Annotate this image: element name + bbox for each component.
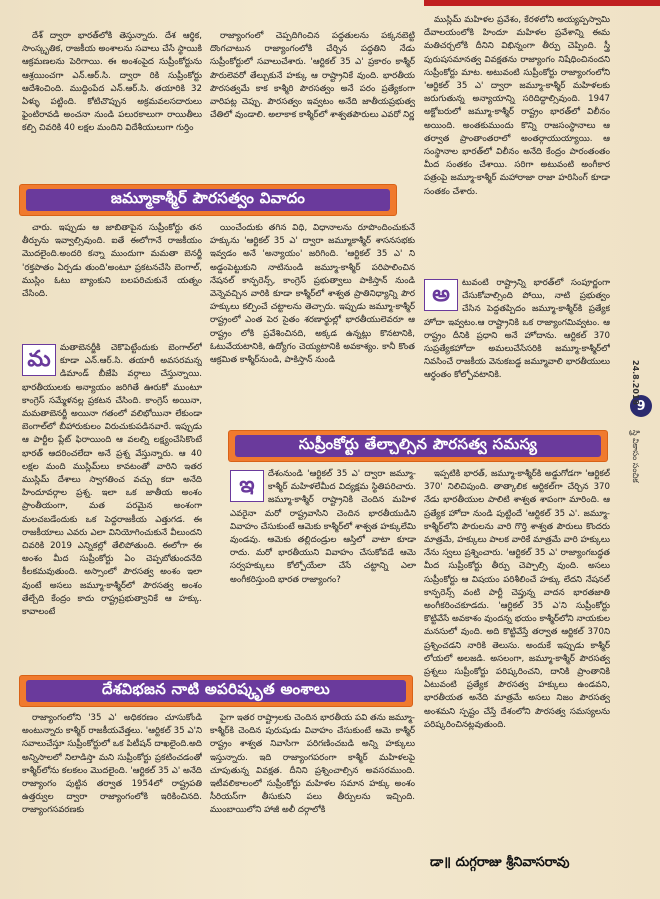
col1-top-text	[22, 30, 202, 182]
heading-banner-2	[229, 431, 607, 461]
author-byline: డా॥ దుగ్గరాజు శ్రీనివాసరావు	[430, 855, 570, 870]
col2-mid-text	[210, 222, 415, 427]
paragraph: చారు. ఇప్పుడు ఆ జాబితాపైన సుప్రీంకోర్టు తన తీర్పును ఇవ్వాల్సివుంది. ఐతే ఈలోగానే రాజకీయం మొదలైంది.అందరి కన్నా ముందుగా మమతా బెనర్జీ 'రక్తపాతం ఏర్పడు తుంది'అంటూ ప్రకటనచేసి బెంగాల్, ముస్లిం ఓటు బ్యాంకుని బలపరిచుకునే యత్నం చేసింది.	[22, 223, 202, 300]
right-margin	[620, 0, 660, 899]
heading-banner-1	[20, 185, 396, 215]
col3-top-text	[424, 14, 610, 274]
paragraph: దేశంనుండి 'ఆర్టికల్ 35 ఎ' ద్వారా జమ్మూ-కాశ్మీర్ మహిళలేమీద విద్యక్షమ స్థితిపరిచారు. జమ్మూ-కాశ్మీర్ రాష్ట్రానికి చెందిన మహిళ ఎవరైనా మరో రాష్ట్రవాసిని చెందిన భారతీయుడిని వివాహం చేసుకుంటే ఆమెకు కాశ్మీర్‌లో శాశ్వత హక్కులేమి వుండవు. ఆమెకు తల్లిదండ్రుల ఆస్తిలో వాటా కూడా రాదు. మరో భారతీయుని వివాహం చేసుకోవడే ఆమె సర్వహక్కులు కోల్పోయేలా చేసే చట్టాన్ని ఎలా అంగీకరిస్తుంది భారత రాజ్యాంగం?	[230, 469, 416, 585]
heading-banner-3	[20, 676, 412, 706]
col2-bottom-text	[210, 712, 415, 887]
side-label: స్త్రీ వికాసం సంచిక	[631, 430, 640, 483]
dropcap: అ	[424, 279, 458, 311]
col1-mid-text	[22, 222, 202, 337]
page-date: 24.8.2018	[631, 360, 640, 406]
section-heading: జమ్మూకాశ్మీర్ పౌరసత్వం వివాదం	[110, 189, 306, 207]
col3-mid-text	[424, 468, 610, 848]
paragraph: ఇప్పటికి భారత్, జమ్మూ-కాశ్మీర్‌కి అడ్డుగోడగా 'ఆర్టికల్ 370' నిలిచిపుంది. తాత్కాలిక ఆర్టికల్‌గా చేర్చిన 370 నేడు భారతీయుల పాలిటి శాశ్వత శాపంగా మారింది. ఆ ప్రత్యేక హోదా నుండి పుట్టిందే 'ఆర్టికల్ 35 ఎ'. జమ్మూ-కాశ్మీర్‌లోని పౌరులను వారి గొర్తి శాశ్వత పౌరులు కొందరు మాత్రమే, హక్కులు పాలక వారికే మాత్రమే వారి హక్కులు నేను స్వలు ప్రశ్నించారు. 'ఆర్టికల్ 35 ఎ' రాజ్యాంగబద్ధత మీద సుప్రీంకోర్టు తీర్పు చెప్పాల్సి వుంది. అసలు సుప్రీంకోర్టు ఆ విషయం పరిశీలించే హక్కు లేదని నేషనల్ కాన్ఫరెన్స్ వంటి పార్టీ చెప్తున్న వాదన భారతజాతి అంగీకరించకూడదు. 'ఆర్టికల్ 35 ఎ'ని సుప్రీంకోర్టు కొట్టివేసే అవకాశం వుందన్న భయం కాశ్మీర్‌లోని నాయకుల మనసులో వుంది. అది కొట్టివేస్తే తర్వాత ఆర్టికల్ 370ని ప్రశ్నించడని నారికి తెలుసు. అందుకే ఇప్పుడు కాశ్మీర్ లోయలో అలజడి. అసలంగా, జమ్మూ-కాశ్మీర్ పౌరసత్వ ప్రశ్నలు సుప్రీంకోర్టు పరిష్కరించని, దానికి ప్రాంతానికి ఏటువంటి ప్రత్యేక పౌరసత్వ హక్కులు ఉండవని, భారతీయత అనేది మాత్రమే అసలు నిజం పౌరసత్వ అంశమని స్పష్టం చేస్తే దేశంలోని పౌరసత్వ సమస్యలను పరిష్కరించినట్లవుతుంది.	[424, 469, 610, 730]
paragraph: పైగా ఇతర రాష్ట్రాలకు చెందిన భారతీయ పవి తను జమ్మూ-కాశ్మీర్‌కి చెందిన పురుషుడు వివాహం చేసుకుంటే ఆమె కాశ్మీర్ రాష్ట్రం శాశ్వత నివాసిగా పరిగణించబడి అన్ని హక్కులు ఇస్తున్నారు. ఇది రాజ్యాంగపరంగా కాశ్మీర్ మహిళలపై చూపుతున్న వివక్షత. దీనిని ప్రశ్నించాల్సిన అవసరముంది. ఇటీవలికాలంలో సుప్రీంకోర్టు మహిళల సమాన హక్కు అంశం సీరియస్‌గా తీసుకుని పలు తీర్పులను ఇచ్చింది. ముంబాయిలోని హాజీ అలీ దర్గాలోకి	[210, 713, 415, 816]
paragraph: రాజ్యాంగంలోని '35 ఎ' అధికరణం చూసుకోండి అంటున్నారు కాశ్మీర్ రాజకీయవేత్తలు. 'ఆర్టికల్ 35 ఎ'ని సవాలుచేస్తూ సుప్రీంకోర్టులో ఒక పిటీషన్ దాఖలైంది.అది అన్నిసాలలో నిలాడిస్తా మని సుప్రీంకోర్టు ప్రకటించడంతో కాశ్మీర్‌లోను కలకలం మొదలైంది. 'ఆర్టికల్ 35 ఎ' అనేది రాజ్యాంగం పుట్టిన తర్వాత 1954లో రాష్ట్రపతి ఉత్తర్వుల ద్వారా రాజ్యాంగంలోకి ఇరికించినది. రాజ్యాంగసవరణకు	[22, 713, 202, 816]
paragraph: యించేందుకు తగిన విధి, విధానాలను రూపొందించుకునే హక్కును 'ఆర్టికల్ 35 ఎ' ద్వారా జమ్మూకాశ్మీర్ శాసనసభకు ఇవ్వడం అనే 'అన్యాయం' జరిగింది. 'ఆర్టికల్ 35 ఎ' ని అడ్డంపెట్టుకుని నాటినుండి జమ్మూ-కాశ్మీర్ పరిపాలించిన నేషనల్ కాన్ఫరెన్స్, కాంగ్రెస్ ప్రభుత్వాలు పాకిస్తాన్ నుండి వెన్నెవచ్చిన వారికి కూడా కాశ్మీర్‌లో శాశ్వత ప్రాతినిధ్యాన్ని పౌర హక్కులు కల్పించే చట్టాలను తెచ్చారు. ఇప్పుడు జమ్మూ-కాశ్మీర్ రాష్ట్రంలో ఎంత పెర సైతం శరణార్థుల్లో భారతీయులెవరూ ఆ రాష్ట్రం లోకి ప్రవేశించినది, అక్కడ ఉన్నట్లు కొనటానికి, ఓటువేయటానికి, ఉద్యోగం చెయ్యటానికి అవకాశ్యం. కానీ కొంత ఆక్రమిత కాశ్మీర్‌నుండి, పాకిస్తాన్ నుండి	[210, 223, 415, 366]
col2-dropcap-text	[230, 468, 416, 673]
col1-dropcap-text	[22, 342, 202, 672]
paragraph: దేశ్ ద్వారా భారత్‌లోకి తెస్తున్నారు. దేశ ఆర్థిక, సాంస్కృతిక, రాజకీయ అంశాలను సవాలు చేసే స్థాయికి ఆక్రమణలను పెరిగాయి. ఈ అంశంపైద సుప్రీంకోర్టును ఆశ్రయించగా ఎన్.ఆర్.సి. ద్వారా రికి సుప్రీంకోర్టు ఆదేశించింది. ముద్దింపేద ఎన్.ఆర్.సి. తయారికి 32 ఏళ్ళు పట్టింది. కోటిచొప్పున అక్రమవలసదారులు ఫైంటిరావడి అంచనా నుండి పలురకాలుగా రాయితీలు కల్పి చివరికి 40 లక్షల మందిని విదేశీయులుగా గుర్తిం	[22, 31, 202, 134]
paragraph: ముస్లిమ్ మహిళల ప్రవేశం, కేరళలోని అయ్యప్పస్వామి దేవాలయంలోకి హిందూ మహిళల ప్రవేశాన్ని ఈమ మతిచర్చలోకి దీనిని విభిన్నంగా తీర్పు చెప్పింది. స్త్రీ పురుషసమానత్వ వివక్షతను రాజ్యాంగం నిషేధించినందని సుప్రీంకోర్టు మాట. అటువంటి సుప్రీంకోర్టు రాజ్యాంగంలోని 'ఆర్టికల్ 35 ఎ' ద్వారా జమ్మూ-కాశ్మీర్ మహిళలకు జరుగుతున్న అన్యాయాన్ని సరిదిద్దాల్సివుంది. 1947 అక్టోబరులో జమ్మూ-కాశ్మీర్ రాష్ట్రం భారత్‌లో విలీనం అయింది. అంతకుముందు కొన్ని రాజసంస్థానాలు ఆ తర్వాత ప్రాంతాంతరాలో అంతర్గాయుయ్యాయి. ఆ సంస్థానాల భారత్‌లో విలీనం అనేది కేంద్రం పారంతంతం మీద సంతకం చేశాయి. సరిగా అటువంటి అంగీకార పత్రంపై జమ్మూ-కాశ్మీర్ మహారాజా రాజా హరిసింగ్ కూడా సంతకం చేశారు.	[424, 15, 610, 197]
col3-dropcap-text	[424, 277, 610, 427]
col2-top-text	[210, 30, 415, 182]
page-number: 9	[630, 395, 652, 417]
paragraph: మతాబెనర్జీకి చెకొపెట్టేందుకు బెంగాల్‌లో కూడా ఎన్.ఆర్.సి. తయారీ అవసరమన్న డిమాండ్ బీజేపి వర్గాలు చేస్తున్నాయి. భారతీయులకు అన్యాయం జరిగితే ఊరుకో ముంటూ కాంగ్రెస్ సమ్మేళనల్ల ప్రకటన చేసింది. కాంగ్రెస్ అయినా, మమతాబెనర్జీ అయినా గతంలో వలిభోయినా లేకుండా బెంగాల్‌లో బీహారుకులం విరుచుకుపడినవారే. ఇప్పుడు ఆ పార్టీల ప్లేట్ ఫిరాయింది ఆ వలల్ని లక్ష్యంచేసికొంటే భారత్ ఆదరించలేదా అనే ప్రశ్న వేస్తున్నారు. ఆ 40 లక్షల మంది ముస్లిమ్‌లు కావటంతో వారిని ఇతర ముస్లిమ్ దేశాలు స్వాగతించ వచ్చు కదా అనేది హిందూవర్గాల ప్రశ్న. ఇలా ఒక జాతీయ అంశం ప్రాంతీయంగా, మత పరమైన అంశంగా మలచబడేందుకు ఒక పెద్దరాజకీయ ఎత్తుగడ. ఈ రాజకీయాలు ఎవరు ఎలా వినియోగించుకునే వీలుందని చివరికి 2019 ఎన్నికల్లో తేలిపోతుంది. ఈలోగా ఈ అంశం మీద సుప్రీంకోర్టు ఏం చెప్పబోతుందనేది కీలకమవుతుంది. అస్సాంలో పౌరసత్వ అంశం ఇలా వుంటే అసలు జమ్మూ-కాశ్మీర్‌లో పౌరసత్వ అంశం తేల్చేది కేంద్రం కాదు రాష్ట్రప్రభుత్వానికే ఆ హక్కు. కావాలంటే	[22, 343, 202, 618]
col1-bottom-text	[22, 712, 202, 887]
section-heading: సుప్రీంకోర్టు తేల్చాల్సిన పౌరసత్వ సమస్య	[298, 435, 538, 453]
dropcap: ఇ	[230, 470, 264, 502]
paragraph: టువంటి రాష్ట్రాన్ని భారత్‌లో సంపూర్ణంగా చేసుకోవాల్సింది పోయి, నాటి ప్రభుత్వం చేసిన పెద్దతప్పిదం జమ్మూ-కాశ్మీర్‌కి ప్రత్యేక హోదా ఇవ్వటం.ఆ రాష్ట్రానికి ఒక రాజ్యాంగమివ్వటం. ఆ రాష్ట్రం దీనికి ప్రధాని అనే హోదాను. ఆర్టికల్ 370 సుప్రత్యేకహోదా అమలుచేసేసరికి జమ్మూ-కాశ్మీర్‌లో నివసించే రాజకీయ వెనుకబడ్డ జమ్మూవాలి భారతీయులు ఆర్ధంతం కోల్పోవటానికి.	[424, 278, 610, 381]
dropcap: మ	[22, 344, 56, 376]
section-heading: దేశవిభజన నాటి అపరిష్కృత అంశాలు	[101, 680, 331, 698]
paragraph: రాజ్యాంగంలో చెప్పదిగించిన పద్ధతులను పక్కనబెట్టి దొంగచాటున రాజ్యాంగంలోకి చేర్చిన పద్ధతిని నేడు సుప్రీంకోర్టులో సవాలుచేశారు. 'ఆర్టికల్ 35 ఎ' ప్రకారం కాశ్మీర్ పౌరులెవరో తేల్చుకునే హక్కు ఆ రాష్ట్రానికే వుంది. భారతీయ పౌరసత్వమే కాక కాశ్మీరి పౌరసత్వం అనే పరం ప్రత్యేకంగా వారిపట్ల చెప్పు. పౌరసత్వం ఇవ్వటం అనేది జాతీయప్రభుత్వ చేతిలో వుండాలి. అలాకాక కాశ్మీర్‌లో శాశ్వతపౌరులు ఎవరో నిర్ణ	[210, 31, 415, 121]
